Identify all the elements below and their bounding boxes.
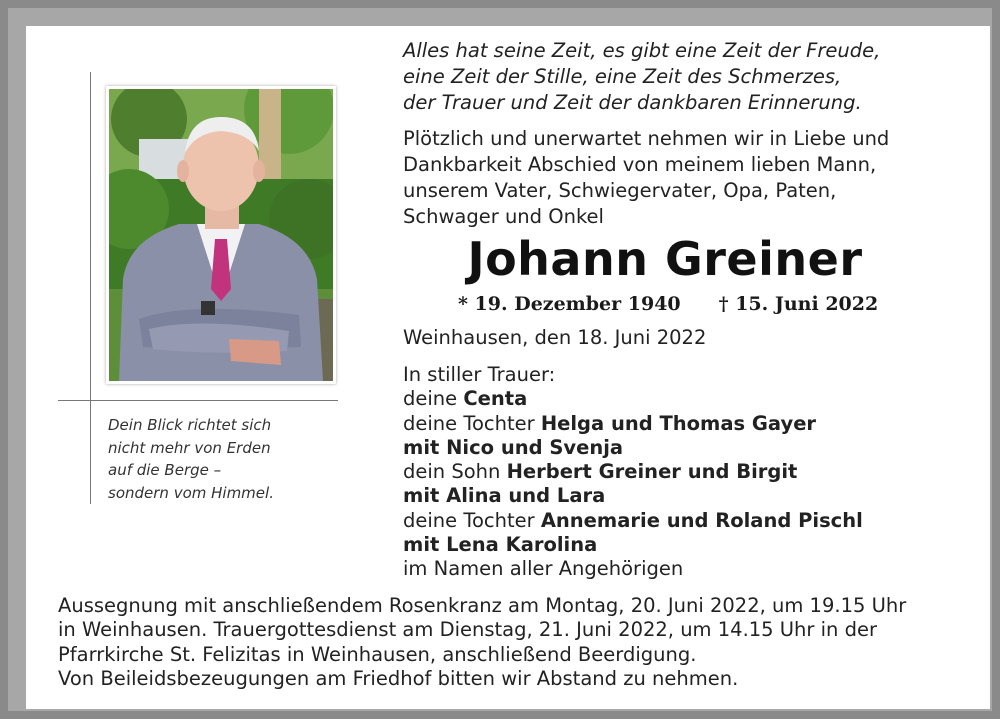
caption-line: Dein Blick richtet sich [108, 416, 272, 434]
mourner-line: deine Tochter Helga und Thomas Gayer [403, 411, 817, 435]
mourner-line: deine Centa [403, 387, 528, 411]
mourner-line: dein Sohn Herbert Greiner und Birgit [403, 460, 798, 484]
ceremony-details [58, 594, 968, 691]
death-date: † 15. Juni 2022 [718, 293, 879, 315]
quote-line: der Trauer und Zeit der dankbaren Erinnerung. [403, 91, 862, 114]
horizontal-divider [58, 400, 338, 401]
birth-date: * 19. Dezember 1940 [458, 293, 681, 315]
deceased-name: Johann Greiner [467, 232, 863, 286]
photo-caption [108, 414, 328, 504]
caption-line: nicht mehr von Erden [108, 438, 271, 457]
mourner-line: mit Alina und Lara [403, 484, 606, 508]
intro-line: Schwager und Onkel [403, 205, 604, 228]
quote-line: eine Zeit der Stille, eine Zeit des Schmerzes, [403, 65, 842, 88]
ceremony-line: Pfarrkirche St. Felizitas in Weinhausen, anschließend Beerdigung. [58, 642, 697, 666]
intro-line: unserem Vater, Schwiegervater, Opa, Paten, [403, 179, 837, 202]
memorial-quote [403, 38, 963, 116]
life-dates [458, 293, 918, 315]
place-and-date: Weinhausen, den 18. Juni 2022 [403, 326, 707, 349]
caption-line: sondern vom Himmel. [108, 483, 274, 502]
caption-line: auf die Berge – [108, 461, 222, 479]
quote-line: Alles hat seine Zeit, es gibt eine Zeit der Freude, [403, 39, 881, 62]
portrait-image [109, 89, 333, 381]
intro-line: Plötzlich und unerwartet nehmen wir in Liebe und [403, 127, 890, 150]
vertical-divider [90, 72, 91, 504]
mourner-line: deine Tochter Annemarie und Roland Pischl [403, 508, 863, 532]
mourners-closing: im Namen aller Angehörigen [403, 557, 684, 581]
intro-line: Dankbarkeit Abschied von meinem lieben Mann, [403, 153, 877, 176]
mourner-line: mit Lena Karolina [403, 533, 598, 557]
ceremony-line: Von Beileidsbezeugungen am Friedhof bitten wir Abstand zu nehmen. [58, 666, 739, 690]
mourners-heading: In stiller Trauer: [403, 363, 556, 386]
portrait-photo [106, 86, 336, 384]
mourner-line: mit Nico und Svenja [403, 435, 624, 459]
ceremony-line: in Weinhausen. Trauergottesdienst am Dienstag, 21. Juni 2022, um 14.15 Uhr in der [58, 618, 877, 642]
mourners-list [403, 363, 963, 582]
ceremony-line: Aussegnung mit anschließendem Rosenkranz am Montag, 20. Juni 2022, um 19.15 Uhr [58, 594, 907, 617]
announcement-text [403, 126, 963, 230]
